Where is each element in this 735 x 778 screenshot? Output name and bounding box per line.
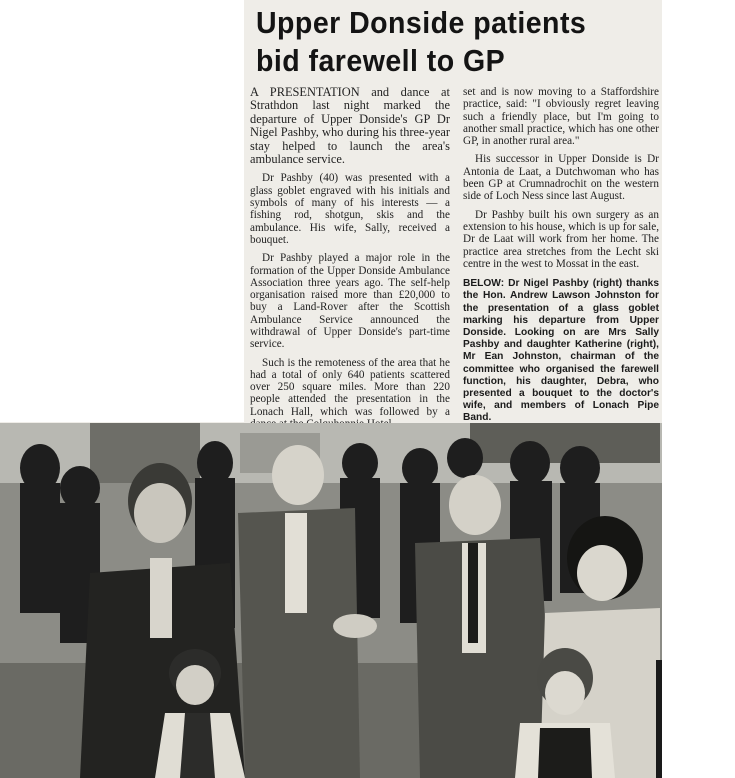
- paragraph: A PRESENTATION and dance at Strathdon last night marked the departure of Upper Donside's GP Dr Nigel Pashby, who during his three-year stay helped to launch the area's ambulance service.: [250, 85, 450, 167]
- paragraph: Dr Pashby played a major role in the formation of the Upper Donside Ambulance Association three years ago. The self-help organisation raised more than £20,000 to buy a Land-Rover after the Scottish Ambulance Service announced the withdrawal of Upper Donside's part-time service.: [250, 252, 450, 351]
- page-margin: [662, 0, 735, 778]
- headline-line-1: Upper Donside patients: [256, 5, 587, 40]
- blank-area: [0, 0, 244, 422]
- headline-line-2: bid farewell to GP: [256, 43, 506, 78]
- paragraph: His successor in Upper Donside is Dr Antonia de Laat, a Dutchwoman who has been GP at Crumnadrochit on the western side of Loch Ness since last August.: [463, 153, 659, 203]
- group-photo-icon: [0, 423, 662, 778]
- paragraph: set and is now moving to a Staffordshire practice, said: "I obviously regret leaving such a friendly place, but I'm going to another small practice, which has one other GP, in another rural area.": [463, 86, 659, 148]
- paragraph: Such is the remoteness of the area that he had a total of only 640 patients scattered over 250 square miles. More than 220 people attended the presentation in the Lonach Hall, which was followed by a: [250, 356, 450, 418]
- clipping-edge: [656, 660, 662, 778]
- article-column-1: [250, 86, 450, 455]
- article-column-2: [463, 86, 659, 425]
- paragraph: Dr Pashby (40) was presented with a glass goblet engraved with his initials and symbols of many of his interests — a fishing rod, shotgun, skis and the ambulance. His wife, Sally, received a bouquet.: [250, 172, 450, 246]
- headline: [256, 4, 624, 80]
- paragraph: Dr Pashby built his own surgery as an extension to his house, which is up for sale, Dr de Laat will work from her home. The practice area stretches from the Lecht ski centre in the west to Mossat in the east.: [463, 208, 659, 270]
- group-photo: [0, 423, 662, 778]
- photo-caption: BELOW: Dr Nigel Pashby (right) thanks the Hon. Andrew Lawson Johnston for the presentation of a glass goblet marking his departure from Upper Donside. Looking on are Mrs Sally Pashby and daughter Katherine (right), Mr Ean Johnston, chairman of the committee who organised the farewell function, his daughter, Debra, who presented a bouquet to the doctor's wife, and members of Lonach Pipe Band.: [463, 278, 659, 424]
